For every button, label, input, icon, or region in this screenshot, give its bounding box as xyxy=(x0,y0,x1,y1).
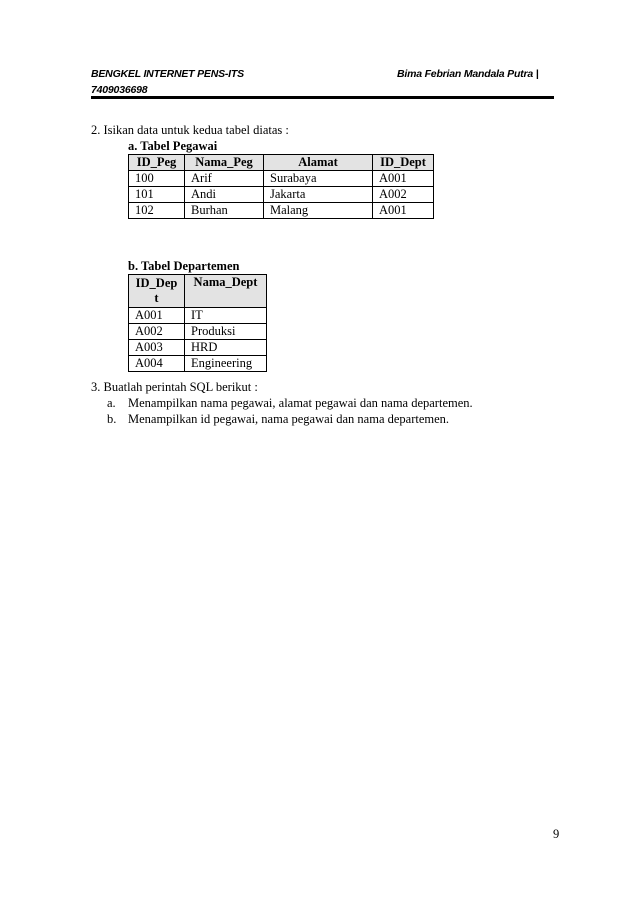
column-header: Alamat xyxy=(264,155,373,171)
section-2-instruction: 2. Isikan data untuk kedua tabel diatas : xyxy=(91,123,289,137)
departemen-table xyxy=(128,274,267,372)
column-header: Nama_Dept xyxy=(185,275,267,308)
table-cell: Engineering xyxy=(185,356,267,372)
sql-task-list xyxy=(107,395,473,427)
table-cell: Andi xyxy=(185,187,264,203)
table-row xyxy=(129,187,434,203)
table-row xyxy=(129,356,267,372)
list-marker: b. xyxy=(107,412,117,426)
column-header: ID_Peg xyxy=(129,155,185,171)
section-3-instruction: 3. Buatlah perintah SQL berikut : xyxy=(91,380,258,394)
header-student-id: 7409036698 xyxy=(91,84,148,96)
table-cell: Produksi xyxy=(185,324,267,340)
table-cell: Arif xyxy=(185,171,264,187)
table-cell: Malang xyxy=(264,203,373,219)
page-header-left xyxy=(91,66,391,98)
list-item xyxy=(107,395,473,411)
table-departemen-title: b. Tabel Departemen xyxy=(128,259,240,273)
header-divider xyxy=(91,96,554,99)
list-item-text: Menampilkan nama pegawai, alamat pegawai dan nama departemen. xyxy=(128,396,473,410)
page-number: 9 xyxy=(553,827,560,841)
table-row xyxy=(129,203,434,219)
header-author: Bima Febrian Mandala Putra | xyxy=(397,68,539,80)
column-header: ID_Dep t xyxy=(129,275,185,308)
table-cell: Surabaya xyxy=(264,171,373,187)
table-header-row xyxy=(129,275,267,308)
table-pegawai-title: a. Tabel Pegawai xyxy=(128,139,218,153)
list-item-text: Menampilkan id pegawai, nama pegawai dan nama departemen. xyxy=(128,412,450,426)
table-cell: A001 xyxy=(129,308,185,324)
pegawai-table xyxy=(128,154,434,219)
table-cell: A002 xyxy=(129,324,185,340)
table-cell: 101 xyxy=(129,187,185,203)
table-cell: A003 xyxy=(129,340,185,356)
table-cell: IT xyxy=(185,308,267,324)
table-cell: A001 xyxy=(373,203,434,219)
list-marker: a. xyxy=(107,396,116,410)
table-row xyxy=(129,308,267,324)
table-row xyxy=(129,340,267,356)
table-cell: 102 xyxy=(129,203,185,219)
table-cell: A004 xyxy=(129,356,185,372)
table-cell: A001 xyxy=(373,171,434,187)
table-header-row xyxy=(129,155,434,171)
table-cell: HRD xyxy=(185,340,267,356)
column-header: ID_Dept xyxy=(373,155,434,171)
table-cell: A002 xyxy=(373,187,434,203)
table-cell: Burhan xyxy=(185,203,264,219)
table-row xyxy=(129,324,267,340)
list-item xyxy=(107,411,473,427)
table-row xyxy=(129,171,434,187)
column-header: Nama_Peg xyxy=(185,155,264,171)
header-institution: BENGKEL INTERNET PENS-ITS xyxy=(91,68,244,80)
table-cell: 100 xyxy=(129,171,185,187)
table-cell: Jakarta xyxy=(264,187,373,203)
